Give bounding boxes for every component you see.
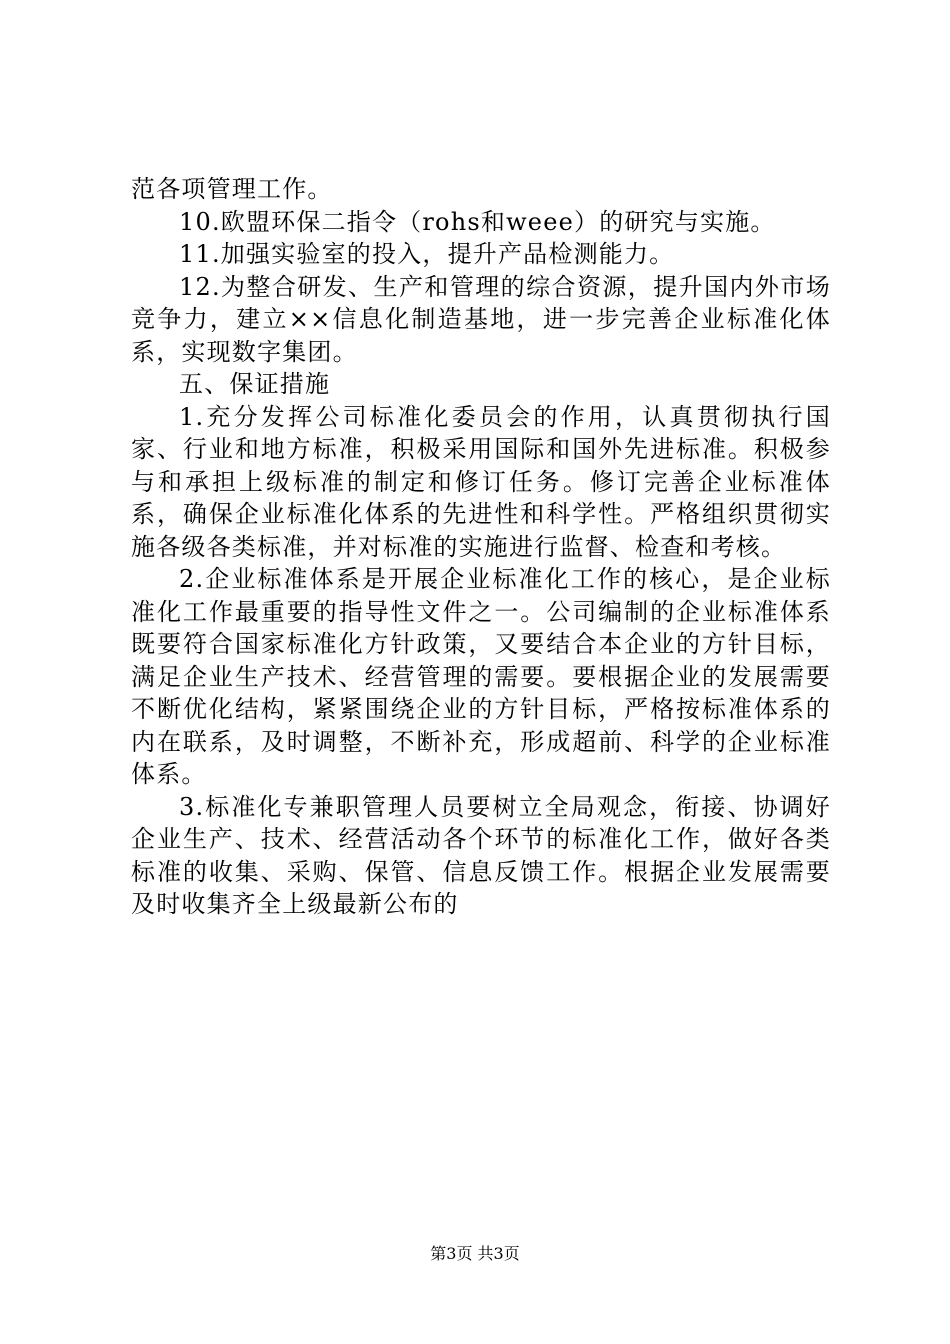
page-footer [0,1244,950,1264]
paragraph-item-11: 11.加强实验室的投入，提升产品检测能力。 [179,240,675,268]
paragraph-item-10: 10.欧盟环保二指令（rohs和weee）的研究与实施。 [179,207,776,236]
paragraph-measure-1: 1.充分发挥公司标准化委员会的作用，认真贯彻执行国家、行业和地方标准，积极采用国际和国外先进标准。积极参与和承担上级标准的制定和修订任务。修订完善企业标准体系，确保企业标准化体系的先进性和科学性。严格组织贯彻实施各级各类标准，并对标准的实施进行监督、检查和考核。 [131,402,831,561]
paragraph-measure-3: 3.标准化专兼职管理人员要树立全局观念，衔接、协调好企业生产、技术、经营活动各个环节的标准化工作，做好各类标准的收集、采购、保管、信息反馈工作。根据企业发展需要及时收集齐全上级最新公布的 [131,792,831,918]
section-heading-guarantee-measures: 五、保证措施 [179,370,331,398]
document-body [131,173,831,921]
paragraph-measure-2: 2.企业标准体系是开展企业标准化工作的核心，是企业标准化工作最重要的指导性文件之一。公司编制的企业标准体系既要符合国家标准化方针政策，又要结合本企业的方针目标，满足企业生产技术、经营管理的需要。要根据企业的发展需要不断优化结构，紧紧围绕企业的方针目标，严格按标准体系的内在联系，及时调整，不断补充，形成超前、科学的企业标准体系。 [131,565,831,788]
paragraph-continuation: 范各项管理工作。 [131,175,333,203]
paragraph-item-12: 12.为整合研发、生产和管理的综合资源，提升国内外市场竞争力，建立××信息化制造基地，进一步完善企业标准化体系，实现数字集团。 [131,272,831,366]
page-number-label: 第3页 共3页 [430,1244,520,1263]
